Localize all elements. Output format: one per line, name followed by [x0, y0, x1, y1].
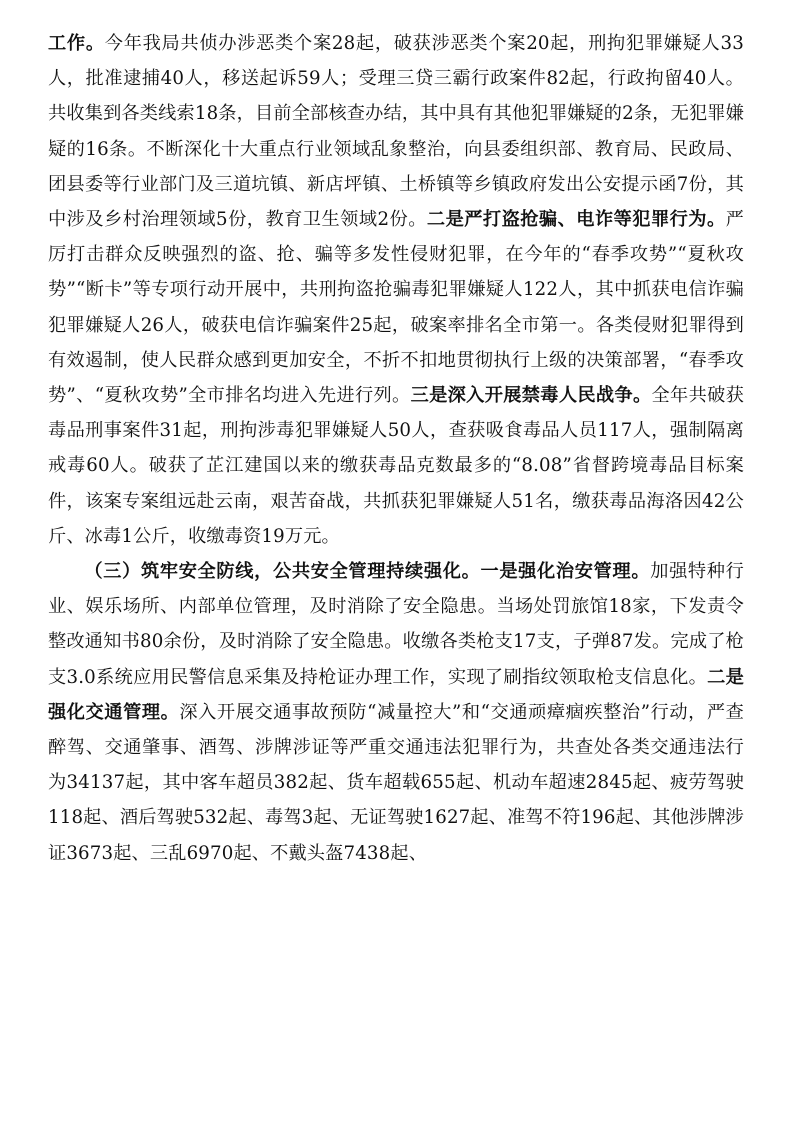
paragraph-text: 今年我局共侦办涉恶类个案28起，破获涉恶类个案20起，刑拘犯罪嫌疑人33人，批准逮捕40人，移送起诉59人；受理三贷三霸行政案件82起，行政拘留40人。共收集到各类线索18条，目前全部核查办结，其中具有其他犯罪嫌疑的2条，无犯罪嫌疑的16条。不断深化十大重点行业领域乱象整治，向县委组织部、教育局、民政局、团县委等行业部门及三道坑镇、新店坪镇、土桥镇等乡镇政府发出公安提示函7份，其中涉及乡村治理领域5份，教育卫生领域2份。: [48, 33, 744, 231]
section-heading-public-safety: （三）筑牢安全防线，公共安全管理持续强化。: [84, 561, 481, 583]
bold-heading-theft-fraud: 二是严打盗抢骗、电诈等犯罪行为。: [426, 209, 726, 231]
document-body: [48, 26, 744, 871]
paragraph-public-safety: [48, 554, 744, 871]
paragraph-text: 严厉打击群众反映强烈的盗、抢、骗等多发性侵财犯罪，在今年的“春季攻势”“夏秋攻势”“断卡”等专项行动开展中，共刑拘盗抢骗毒犯罪嫌疑人122人，其中抓获电信诈骗犯罪嫌疑人26人，破获电信诈骗案件25起，破案率排名全市第一。各类侵财犯罪得到有效遏制，使人民群众感到更加安全，不折不扣地贯彻执行上级的决策部署，“春季攻势”、“夏秋攻势”全市排名均进入先进行列。: [48, 209, 744, 407]
paragraph-lead-bold: 工作。: [48, 33, 105, 54]
paragraph-text: 加强特种行业、娱乐场所、内部单位管理，及时消除了安全隐患。当场处罚旅馆18家，下发责令整改通知书80余份，及时消除了安全隐患。收缴各类枪支17支，子弹87发。完成了枪支3.0系统应用民警信息采集及持枪证办理工作，实现了刷指纹领取枪支信息化。: [48, 561, 744, 688]
bold-heading-traffic-management: 二是强化交通管理。: [48, 666, 744, 723]
bold-heading-security-management: 一是强化治安管理。: [480, 561, 651, 583]
paragraph-text: 深入开展交通事故预防“减量控大”和“交通顽瘴痼疾整治”行动，严查醉驾、交通肇事、酒驾、涉牌涉证等严重交通违法犯罪行为，共查处各类交通违法行为34137起，其中客车超员382起、货车超载655起、机动车超速2845起、疲劳驾驶118起、酒后驾驶532起、毒驾3起、无证驾驶1627起、准驾不符196起、其他涉牌涉证3673起、三乱6970起、不戴头盔7438起、: [48, 701, 744, 864]
bold-heading-drug-war: 三是深入开展禁毒人民战争。: [410, 385, 652, 407]
paragraph-crackdown: [48, 26, 744, 554]
paragraph-text: 全年共破获毒品刑事案件31起，刑拘涉毒犯罪嫌疑人50人，查获吸食毒品人员117人，强制隔离戒毒60人。破获了芷江建国以来的缴获毒品克数最多的“8.08”省督跨境毒品目标案件，该案专案组远赴云南，艰苦奋战，共抓获犯罪嫌疑人51名，缴获毒品海洛因42公斤、冰毒1公斤，收缴毒资19万元。: [48, 385, 744, 547]
